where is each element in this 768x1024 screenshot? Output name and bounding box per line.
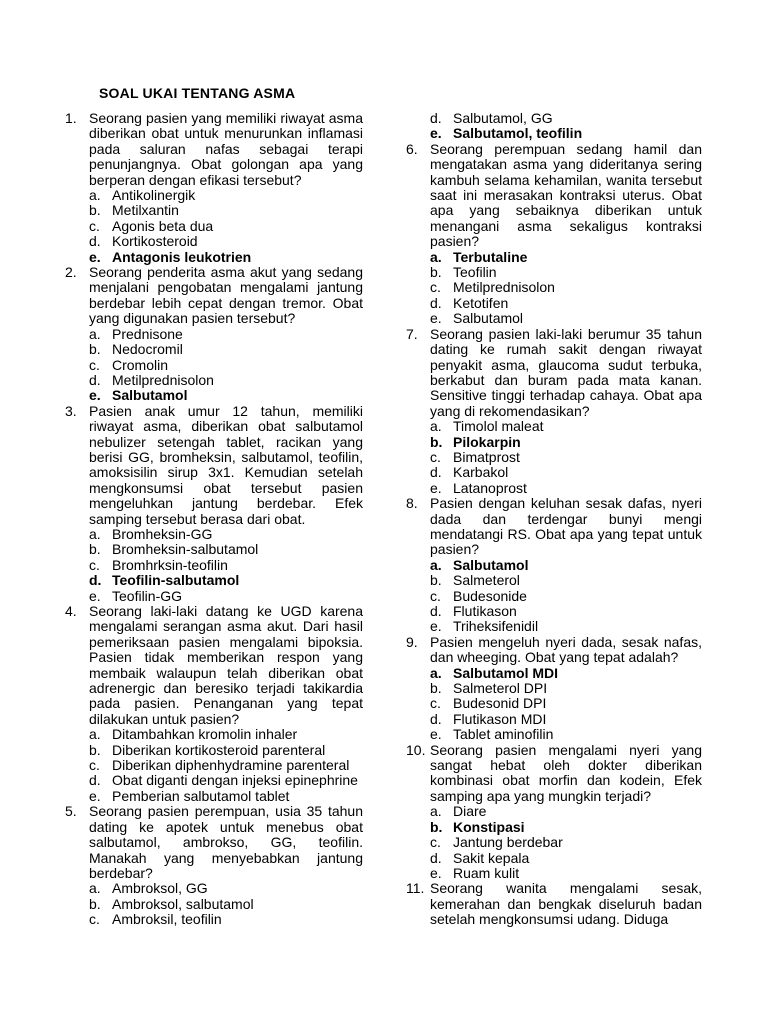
answer-option-correct bbox=[406, 666, 702, 681]
question-number: 1. bbox=[65, 110, 77, 126]
option-letter: e. bbox=[89, 587, 101, 604]
answer-option bbox=[406, 465, 702, 480]
option-letter: b. bbox=[89, 541, 101, 558]
answer-option bbox=[406, 311, 702, 326]
answer-option bbox=[65, 589, 363, 604]
option-letter: d. bbox=[430, 710, 442, 727]
option-letter: b. bbox=[430, 572, 442, 589]
option-text: Salbutamol, GG bbox=[453, 110, 553, 126]
answer-option bbox=[65, 897, 363, 912]
answer-option bbox=[406, 573, 702, 588]
option-text: Salbutamol bbox=[112, 387, 188, 404]
option-text: Bimatprost bbox=[453, 448, 520, 465]
question-text: Seorang pasien yang memiliki riwayat asma diberikan obat untuk menurunkan inflamasi pada saluran nafas sebagai terapi penunjangnya. Obat golongan apa yang berperan dengan efikasi tersebut? bbox=[89, 110, 363, 188]
question-number: 7. bbox=[406, 325, 418, 342]
answer-option bbox=[406, 296, 702, 311]
option-text: Antagonis leukotrien bbox=[112, 248, 252, 265]
question-number: 11. bbox=[406, 880, 425, 897]
option-letter: e. bbox=[430, 864, 442, 881]
option-text: Diberikan kortikosteroid parenteral bbox=[112, 741, 326, 758]
option-text: Teofilin-salbutamol bbox=[112, 572, 240, 589]
question-number: 4. bbox=[65, 603, 77, 619]
option-text: Kortikosteroid bbox=[112, 233, 198, 250]
question-item bbox=[406, 635, 702, 666]
answer-option bbox=[65, 203, 363, 218]
option-text: Ketotifen bbox=[453, 294, 509, 311]
option-letter: e. bbox=[430, 125, 442, 142]
answer-option bbox=[406, 712, 702, 727]
option-text: Teofilin-GG bbox=[112, 587, 183, 604]
option-letter: a. bbox=[89, 525, 101, 542]
question-number: 9. bbox=[406, 633, 418, 650]
answer-option bbox=[406, 696, 702, 711]
option-letter: d. bbox=[89, 371, 101, 388]
option-letter: b. bbox=[430, 680, 442, 697]
option-text: Ambroksol, salbutamol bbox=[112, 895, 254, 912]
option-letter: c. bbox=[430, 279, 441, 296]
question-text: Seorang perempuan sedang hamil dan mengatakan asma yang dideritanya sering kambuh selama kehamilan, wanita tersebut saat ini merasakan kontraksi uterus. Obat apa yang sebaiknya diberikan untuk menangani asma sekaligus kontraksi pasien? bbox=[430, 140, 702, 250]
option-text: Ruam kulit bbox=[453, 864, 520, 881]
option-text: Diare bbox=[453, 803, 487, 820]
option-letter: a. bbox=[430, 556, 442, 573]
answer-option bbox=[65, 542, 363, 557]
option-letter: a. bbox=[89, 726, 101, 743]
option-letter: c. bbox=[430, 834, 441, 851]
option-letter: e. bbox=[430, 310, 442, 327]
question-item bbox=[406, 327, 702, 419]
question-item bbox=[406, 881, 702, 927]
option-letter: a. bbox=[430, 803, 442, 820]
option-text: Cromolin bbox=[112, 356, 169, 373]
answer-option bbox=[65, 342, 363, 357]
question-item bbox=[65, 604, 363, 727]
answer-option bbox=[65, 758, 363, 773]
option-letter: c. bbox=[89, 356, 100, 373]
option-text: Bromheksin-salbutamol bbox=[112, 541, 259, 558]
option-letter: c. bbox=[89, 911, 100, 928]
question-number: 3. bbox=[65, 402, 77, 419]
question-item bbox=[65, 404, 363, 527]
option-letter: e. bbox=[89, 787, 101, 804]
question-item bbox=[65, 265, 363, 327]
question-text: Seorang pasien mengalami nyeri yang sangat hebat oleh dokter diberikan kombinasi obat morfin dan kodein, Efek samping apa yang mungkin terjadi? bbox=[430, 741, 702, 804]
answer-option-correct bbox=[65, 388, 363, 403]
option-letter: c. bbox=[89, 556, 100, 573]
question-item bbox=[65, 804, 363, 881]
answer-option bbox=[406, 804, 702, 819]
answer-option bbox=[65, 727, 363, 742]
option-text: Ambroksol, GG bbox=[112, 880, 208, 897]
option-text: Nedocromil bbox=[112, 341, 183, 358]
answer-option-correct bbox=[406, 126, 702, 141]
answer-option bbox=[406, 589, 702, 604]
question-number: 10. bbox=[406, 741, 426, 758]
option-text: Tablet aminofilin bbox=[453, 726, 554, 743]
option-letter: c. bbox=[430, 587, 441, 604]
option-text: Budesonide bbox=[453, 587, 527, 604]
option-letter: b. bbox=[89, 341, 101, 358]
option-text: Salbutamol bbox=[453, 556, 529, 573]
option-letter: d. bbox=[430, 603, 442, 619]
option-letter: e. bbox=[430, 726, 442, 743]
question-text: Seorang pasien laki-laki berumur 35 tahun dating ke rumah sakit dengan riwayat penyakit asma, glaucoma sudut terbuka, berkabut dan buram pada mata kanan. Sensitive tinggi terhadap cahaya. Obat apa yang di rekomendasikan? bbox=[430, 325, 702, 419]
option-letter: c. bbox=[89, 757, 100, 774]
answer-option bbox=[406, 604, 702, 619]
option-text: Salmeterol DPI bbox=[453, 680, 548, 697]
option-text: Terbutaline bbox=[453, 248, 528, 265]
option-letter: a. bbox=[89, 325, 101, 342]
option-text: Budesonid DPI bbox=[453, 695, 547, 712]
question-number: 6. bbox=[406, 140, 418, 157]
option-letter: d. bbox=[89, 772, 101, 789]
answer-option bbox=[406, 851, 702, 866]
option-text: Salbutamol, teofilin bbox=[453, 125, 583, 142]
option-letter: b. bbox=[89, 741, 101, 758]
answer-option-correct bbox=[65, 250, 363, 265]
right-column bbox=[406, 111, 702, 928]
answer-option bbox=[406, 619, 702, 634]
option-text: Sakit kepala bbox=[453, 849, 530, 866]
answer-option bbox=[406, 835, 702, 850]
question-item bbox=[65, 111, 363, 188]
option-letter: b. bbox=[89, 895, 101, 912]
option-letter: c. bbox=[430, 448, 441, 465]
option-letter: e. bbox=[430, 618, 442, 635]
question-text: Pasien dengan keluhan sesak dafas, nyeri dada dan terdengar bunyi mengi mendatangi RS. Obat apa yang tepat untuk pasien? bbox=[430, 495, 702, 558]
option-letter: d. bbox=[430, 110, 442, 126]
answer-option bbox=[65, 743, 363, 758]
page-title: SOAL UKAI TENTANG ASMA bbox=[99, 85, 296, 101]
option-text: Timolol maleat bbox=[453, 418, 544, 435]
option-letter: c. bbox=[89, 217, 100, 234]
answer-option-correct bbox=[406, 558, 702, 573]
answer-option bbox=[406, 481, 702, 496]
option-text: Karbakol bbox=[453, 464, 509, 481]
option-text: Metilprednisolon bbox=[453, 279, 555, 296]
option-text: Diberikan diphenhydramine parenteral bbox=[112, 757, 350, 774]
option-letter: d. bbox=[430, 849, 442, 866]
option-text: Salmeterol bbox=[453, 572, 520, 589]
answer-option bbox=[65, 234, 363, 249]
answer-option bbox=[65, 527, 363, 542]
answer-option bbox=[65, 773, 363, 788]
option-text: Flutikason bbox=[453, 603, 517, 619]
option-letter: d. bbox=[89, 572, 102, 589]
answer-option-correct bbox=[406, 250, 702, 265]
option-letter: c. bbox=[430, 695, 441, 712]
answer-option-correct bbox=[65, 573, 363, 588]
question-item bbox=[406, 496, 702, 558]
answer-option bbox=[406, 419, 702, 434]
question-number: 8. bbox=[406, 495, 418, 512]
option-text: Latanoprost bbox=[453, 479, 527, 496]
answer-option bbox=[406, 681, 702, 696]
option-text: Ditambahkan kromolin inhaler bbox=[112, 726, 298, 743]
answer-option-correct bbox=[406, 435, 702, 450]
option-letter: b. bbox=[430, 818, 443, 835]
option-text: Pemberian salbutamol tablet bbox=[112, 787, 290, 804]
option-letter: e. bbox=[89, 248, 101, 265]
option-text: Salbutamol MDI bbox=[453, 664, 559, 681]
question-text: Seorang penderita asma akut yang sedang menjalani pengobatan mengalami jantung berdebar lebih cepat dengan tremor. Obat yang digunakan pasien tersebut? bbox=[89, 264, 363, 327]
answer-option bbox=[406, 280, 702, 295]
answer-option bbox=[65, 912, 363, 927]
option-letter: a. bbox=[430, 418, 442, 435]
answer-option bbox=[65, 373, 363, 388]
option-text: Metilprednisolon bbox=[112, 371, 214, 388]
option-text: Teofilin bbox=[453, 264, 497, 281]
question-text: Seorang wanita mengalami sesak, kemerahan dan bengkak diseluruh badan setelah mengkonsumsi udang. Diduga bbox=[430, 880, 702, 928]
option-letter: b. bbox=[89, 202, 101, 219]
option-text: Triheksifenidil bbox=[453, 618, 539, 635]
answer-option bbox=[65, 219, 363, 234]
question-text: Pasien anak umur 12 tahun, memiliki riwayat asma, diberikan obat salbutamol nebulizer setengah tablet, racikan yang berisi GG, bromheksin, salbutamol, teofilin, amoksisilin sirup 3x1. Kemudian setelah mengkonsumsi obat tersebut pasien mengeluhkan jantung berdebar. Efek samping tersebut berasa dari obat. bbox=[89, 402, 363, 527]
question-number: 2. bbox=[65, 264, 77, 281]
option-text: Flutikason MDI bbox=[453, 710, 547, 727]
answer-option bbox=[406, 866, 702, 881]
answer-option bbox=[65, 327, 363, 342]
answer-option-correct bbox=[406, 820, 702, 835]
question-text: Pasien mengeluh nyeri dada, sesak nafas, dan wheeging. Obat yang tepat adalah? bbox=[430, 633, 702, 666]
answer-option bbox=[65, 881, 363, 896]
question-item bbox=[406, 142, 702, 250]
option-text: Prednisone bbox=[112, 325, 183, 342]
option-text: Metilxantin bbox=[112, 202, 179, 219]
option-letter: d. bbox=[430, 294, 442, 311]
option-letter: a. bbox=[430, 664, 442, 681]
question-text: Seorang laki-laki datang ke UGD karena mengalami serangan asma akut. Dari hasil pemeriksaan pasien mengalami bipoksia. Pasien tidak memberikan respon yang membaik walaupun telah diberikan obat adrenergic dan beresiko terjadi takikardia pada pasien. Penanganan yang tepat dilakukan untuk pasien? bbox=[89, 603, 363, 727]
option-letter: b. bbox=[430, 264, 442, 281]
answer-option bbox=[65, 188, 363, 203]
answer-option bbox=[65, 789, 363, 804]
option-text: Obat diganti dengan injeksi epinephrine bbox=[112, 772, 358, 789]
option-text: Bromhrksin-teofilin bbox=[112, 556, 228, 573]
answer-option bbox=[65, 358, 363, 373]
option-letter: e. bbox=[89, 387, 101, 404]
option-letter: a. bbox=[89, 187, 101, 204]
answer-option bbox=[65, 558, 363, 573]
left-column bbox=[65, 111, 363, 928]
option-text: Agonis beta dua bbox=[112, 217, 214, 234]
option-text: Konstipasi bbox=[453, 818, 525, 835]
question-text: Seorang pasien perempuan, usia 35 tahun dating ke apotek untuk menebus obat salbutamol, ambrokso, GG, teofilin. Manakah yang menyebabkan jantung berdebar? bbox=[89, 803, 363, 881]
option-letter: a. bbox=[430, 248, 442, 265]
option-letter: a. bbox=[89, 880, 101, 897]
option-letter: e. bbox=[430, 479, 442, 496]
option-text: Jantung berdebar bbox=[453, 834, 563, 851]
question-item bbox=[406, 743, 702, 805]
option-text: Pilokarpin bbox=[453, 433, 521, 450]
answer-option bbox=[406, 111, 702, 126]
option-letter: d. bbox=[430, 464, 442, 481]
option-text: Bromheksin-GG bbox=[112, 525, 213, 542]
option-text: Ambroksil, teofilin bbox=[112, 911, 222, 928]
option-letter: d. bbox=[89, 233, 101, 250]
answer-option bbox=[406, 265, 702, 280]
question-number: 5. bbox=[65, 803, 77, 820]
option-text: Antikolinergik bbox=[112, 187, 196, 204]
option-text: Salbutamol bbox=[453, 310, 524, 327]
answer-option bbox=[406, 727, 702, 742]
answer-option bbox=[406, 450, 702, 465]
option-letter: b. bbox=[430, 433, 443, 450]
